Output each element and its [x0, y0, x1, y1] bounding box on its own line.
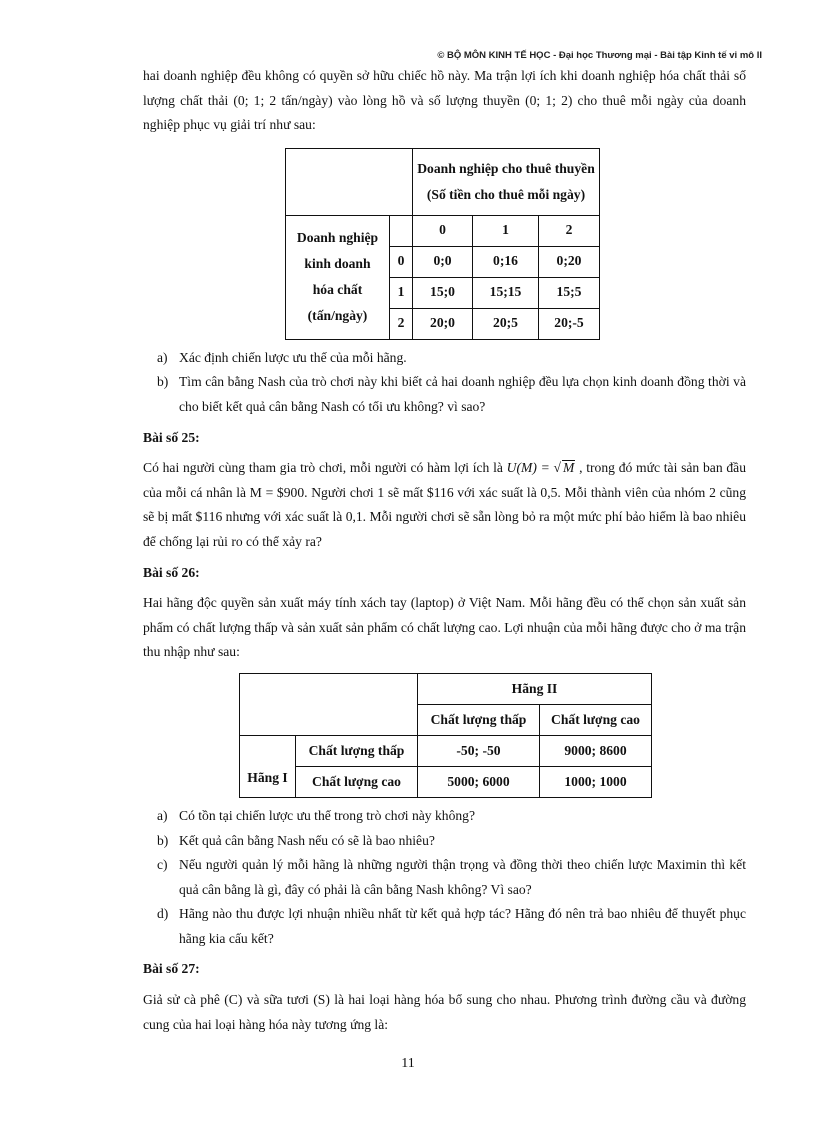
table1-row-header-line: hóa chất	[312, 282, 363, 298]
formula-radicand: M	[563, 460, 575, 476]
list-item	[143, 370, 746, 419]
item-text: Có tồn tại chiến lược ưu thế trong trò chơi này không?	[179, 807, 476, 823]
table1-cell: 0;20	[539, 246, 600, 277]
table1-row-header	[286, 215, 390, 339]
table1-cell: 15;15	[473, 277, 539, 308]
table2-row-strategy: Chất lượng thấp	[296, 735, 418, 766]
table1-row-label: 2	[390, 308, 413, 339]
table1-cell: 0;0	[413, 246, 473, 277]
table2-row-player: Hãng I	[240, 735, 296, 797]
page-number: 11	[401, 1056, 415, 1071]
list-item	[143, 853, 746, 902]
table1-row-label: 0	[390, 246, 413, 277]
table2-col-strategy: Chất lượng thấp	[418, 704, 540, 735]
item-marker: a)	[157, 349, 168, 365]
running-header: © BỘ MÔN KINH TẾ HỌC - Đại học Thương mại - Bài tập Kinh tế vi mô II	[437, 50, 762, 61]
exercise-27-title: Bài số 27:	[143, 961, 200, 977]
item-text: Tìm cân bằng Nash của trò chơi này khi biết cả hai doanh nghiệp đều lựa chọn kinh doanh đồng thời và cho biết kết quả cân bằng Nash có tối ưu không? vì sao?	[179, 374, 746, 414]
item-marker: c)	[157, 857, 168, 873]
exercise-26-title: Bài số 26:	[143, 564, 200, 580]
table1-row-header-line: (tấn/ngày)	[307, 308, 368, 324]
table2-corner	[240, 673, 418, 735]
item-marker: d)	[157, 906, 169, 922]
item-text: Nếu người quản lý mỗi hãng là những người thận trọng và đồng thời theo chiến lược Maximin thì kết quả cân bằng là gì, đây có phải là cân bằng Nash không? Vì sao?	[179, 857, 746, 897]
exercise-25-text	[143, 456, 746, 554]
page-content	[143, 64, 746, 1037]
intro-paragraph: hai doanh nghiệp đều không có quyền sở hữu chiếc hồ này. Ma trận lợi ích khi doanh nghiệp hóa chất thải số lượng chất thải (0; 1; 2 tấn/ngày) vào lòng hồ và số lượng thuyền (0; 1; 2) cho thuê mỗi ngày của doanh nghiệp phục vụ giải trí như sau:	[143, 68, 746, 133]
table1-row-header-line: Doanh nghiệp	[296, 230, 379, 246]
table2-col-strategy: Chất lượng cao	[540, 704, 652, 735]
item-text: Xác định chiến lược ưu thế của mỗi hãng.	[179, 349, 407, 365]
question-list-26	[143, 804, 746, 952]
table1-cell: 20;-5	[539, 308, 600, 339]
item-marker: b)	[157, 374, 169, 390]
table1-cell: 20;0	[413, 308, 473, 339]
list-item	[143, 902, 746, 951]
table2-cell: -50; -50	[418, 735, 540, 766]
text-segment: Có hai người cùng tham gia trò chơi, mỗi người có hàm lợi ích là	[143, 460, 507, 476]
item-text: Hãng nào thu được lợi nhuận nhiều nhất từ kết quả hợp tác? Hãng đó nên trả bao nhiêu để thuyết phục hãng kia cấu kết?	[179, 906, 746, 946]
list-item	[143, 829, 746, 854]
table2-cell: 5000; 6000	[418, 766, 540, 797]
table1-corner	[286, 148, 413, 215]
exercise-25-title: Bài số 25:	[143, 429, 200, 445]
table1-blank	[390, 215, 413, 246]
list-item	[143, 804, 746, 829]
table1-col-header-line2: (Số tiền cho thuê mỗi ngày)	[426, 186, 586, 202]
table1-col-label: 2	[539, 215, 600, 246]
formula-lhs: U(M) =	[506, 460, 554, 476]
table1-cell: 15;5	[539, 277, 600, 308]
table1-row-label: 1	[390, 277, 413, 308]
list-item	[143, 346, 746, 371]
item-text: Kết quả cân bằng Nash nếu có sẽ là bao nhiêu?	[179, 832, 435, 848]
table1-cell: 20;5	[473, 308, 539, 339]
table1-col-label: 1	[473, 215, 539, 246]
table2-row-strategy: Chất lượng cao	[296, 766, 418, 797]
table2-cell: 9000; 8600	[540, 735, 652, 766]
table2-col-player: Hãng II	[418, 673, 652, 704]
table1-col-label: 0	[413, 215, 473, 246]
table1-row-header-line: kinh doanh	[304, 256, 371, 272]
table2-cell: 1000; 1000	[540, 766, 652, 797]
exercise-27-text: Giả sử cà phê (C) và sữa tươi (S) là hai loại hàng hóa bổ sung cho nhau. Phương trình đường cầu và đường cung của hai loại hàng hóa này tương ứng là:	[143, 992, 746, 1032]
payoff-table-laptop	[239, 673, 652, 798]
payoff-table-lake	[285, 148, 600, 340]
item-marker: a)	[157, 807, 168, 823]
table1-col-header	[413, 148, 600, 215]
text-segment: , trong đó mức tài sản ban đầu của mỗi cá nhân là M = $900. Người chơi 1 sẽ mất $116 với xác suất là 0,5. Mỗi thành viên của nhóm 2 cũng sẽ bị mất $116 nhưng với xác suất là 0,1. Mỗi người chơi sẽ sẵn lòng bỏ ra một mức phí bảo hiểm là bao nhiêu để chống lại rủi ro có thể xảy ra?	[143, 460, 746, 549]
item-marker: b)	[157, 832, 169, 848]
table1-col-header-line1: Doanh nghiệp cho thuê thuyền	[417, 160, 595, 176]
question-list-24	[143, 346, 746, 420]
sqrt-symbol: √	[553, 460, 562, 476]
table1-cell: 0;16	[473, 246, 539, 277]
table1-cell: 15;0	[413, 277, 473, 308]
exercise-26-text: Hai hãng độc quyền sản xuất máy tính xách tay (laptop) ở Việt Nam. Mỗi hãng đều có thể chọn sản xuất sản phẩm có chất lượng thấp và sản xuất sản phẩm có chất lượng cao. Lợi nhuận của mỗi hãng được cho ở ma trận thu nhập như sau:	[143, 595, 746, 660]
utility-formula	[507, 460, 576, 475]
